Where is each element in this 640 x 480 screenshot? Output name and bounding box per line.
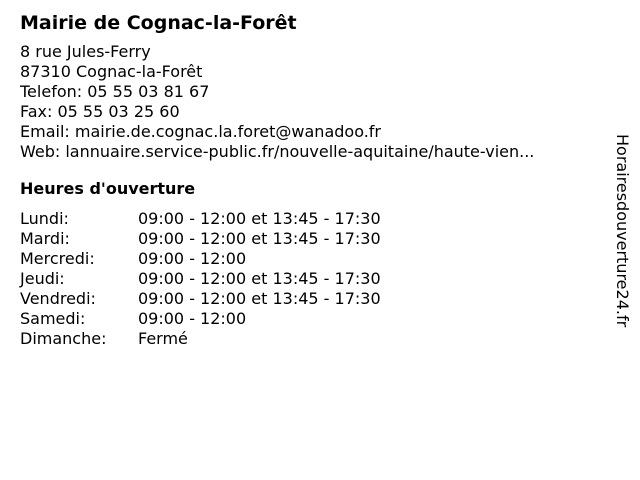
phone-line: Telefon: 05 55 03 81 67	[20, 82, 210, 101]
hours-time: Fermé	[138, 329, 188, 348]
hours-row-monday	[20, 209, 600, 229]
web-line: Web: lannuaire.service-public.fr/nouvelle-aquitaine/haute-vien...	[20, 142, 535, 161]
hours-day: Mercredi:	[20, 249, 95, 268]
address-street: 8 rue Jules-Ferry	[20, 42, 151, 61]
hours-day: Mardi:	[20, 229, 70, 248]
hours-day: Vendredi:	[20, 289, 96, 308]
hours-time: 09:00 - 12:00 et 13:45 - 17:30	[138, 209, 381, 228]
hours-title: Heures d'ouverture	[20, 179, 196, 198]
hours-time: 09:00 - 12:00	[138, 309, 247, 328]
hours-row-friday	[20, 289, 600, 309]
hours-table	[20, 209, 600, 349]
hours-day: Jeudi:	[20, 269, 65, 288]
fax-line: Fax: 05 55 03 25 60	[20, 102, 180, 121]
hours-day: Lundi:	[20, 209, 69, 228]
email-line: Email: mairie.de.cognac.la.foret@wanadoo.fr	[20, 122, 381, 141]
hours-row-sunday	[20, 329, 600, 349]
address-city: 87310 Cognac-la-Forêt	[20, 62, 203, 81]
hours-day: Dimanche:	[20, 329, 107, 348]
hours-row-saturday	[20, 309, 600, 329]
page-title: Mairie de Cognac-la-Forêt	[20, 12, 297, 34]
hours-time: 09:00 - 12:00 et 13:45 - 17:30	[138, 269, 381, 288]
hours-row-thursday	[20, 269, 600, 289]
hours-time: 09:00 - 12:00 et 13:45 - 17:30	[138, 229, 381, 248]
hours-day: Samedi:	[20, 309, 86, 328]
site-brand-label: Horairesdouverture24.fr	[613, 134, 632, 328]
hours-time: 09:00 - 12:00	[138, 249, 247, 268]
hours-row-wednesday	[20, 249, 600, 269]
hours-time: 09:00 - 12:00 et 13:45 - 17:30	[138, 289, 381, 308]
content	[20, 10, 600, 349]
hours-row-tuesday	[20, 229, 600, 249]
